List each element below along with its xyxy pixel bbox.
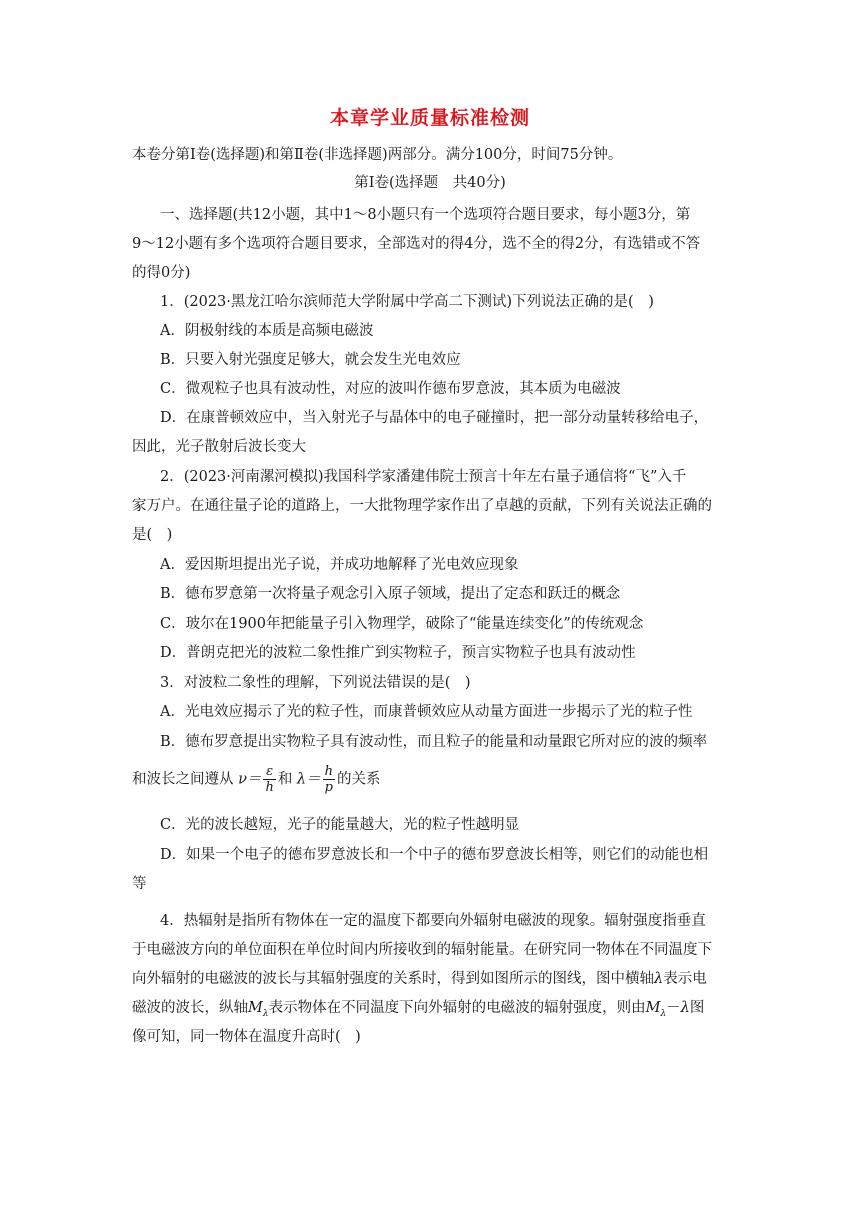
- q4-line4-sub: λ: [262, 1008, 269, 1019]
- q4-line4-a: 磁波的波长，纵轴: [132, 1000, 248, 1016]
- q3-b-nu: ν＝: [238, 771, 262, 788]
- q3-stem: 3．对波粒二象性的理解，下列说法错误的是( ): [160, 675, 471, 691]
- fraction-epsilon-over-h: [263, 764, 275, 795]
- q2-stem-line3: 是( ): [132, 527, 173, 543]
- part1-instructions-line1: 一、选择题(共12小题，其中1～8小题只有一个选项符合题目要求，每小题3分，第: [160, 207, 691, 223]
- q1-option-c: C．微观粒子也具有波动性，对应的波叫作德布罗意波，其本质为电磁波: [160, 381, 621, 397]
- q3-option-b-line1: B．德布罗意提出实物粒子具有波动性，而且粒子的能量和动量跟它所对应的波的频率: [160, 734, 708, 750]
- q3-option-d-line2: 等: [132, 876, 147, 892]
- q4-line4-b: 表示物体在不同温度下向外辐射的电磁波的辐射强度，则由: [268, 1000, 646, 1016]
- q2-option-a: A．爱因斯坦提出光子说，并成功地解释了光电效应现象: [160, 557, 519, 573]
- q4-line4-lambda: λ: [680, 1000, 690, 1016]
- q4-stem-line4: [132, 998, 704, 1024]
- q1-stem: 1．(2023·黑龙江哈尔滨师范大学附属中学高二下测试)下列说法正确的是( ): [160, 294, 654, 310]
- q2-stem-line2: 家万户。在通往量子论的道路上，一大批物理学家作出了卓越的贡献，下列有关说法正确的: [132, 498, 712, 514]
- q4-stem-line3: [132, 969, 707, 989]
- part1-instructions-line2: 9～12小题有多个选项符合题目要求，全部选对的得4分，选不全的得2分，有选错或不答: [132, 236, 701, 252]
- q3-b-text-pre: 和波长之间遵从: [132, 771, 234, 788]
- q4-stem-line2: 于电磁波方向的单位面积在单位时间内所接收到的辐射能量。在研究同一物体在不同温度下: [132, 942, 712, 958]
- q4-stem-line1: 4．热辐射是指所有物体在一定的温度下都要向外辐射电磁波的现象。辐射强度指垂直: [160, 913, 706, 929]
- q4-line3-lambda: λ: [654, 971, 664, 987]
- fraction-numerator: ε: [263, 764, 275, 780]
- fraction-denominator: h: [265, 780, 274, 795]
- q3-option-c: C．光的波长越短，光子的能量越大，光的粒子性越明显: [160, 817, 520, 833]
- q2-stem-line1: 2．(2023·河南漯河模拟)我国科学家潘建伟院士预言十年左右量子通信将“飞”入千: [160, 469, 687, 485]
- q1-option-b: B．只要入射光强度足够大，就会发生光电效应: [160, 352, 461, 368]
- part1-instructions-line3: 的得0分): [132, 265, 191, 281]
- q2-option-c: C．玻尔在1900年把能量子引入物理学，破除了“能量连续变化”的传统观念: [160, 616, 644, 632]
- q3-b-and: 和: [277, 771, 293, 788]
- q4-line3-pre: 向外辐射的电磁波的波长与其辐射强度的关系时，得到如图所示的图线，图中横轴: [132, 971, 654, 987]
- q4-line4-d: 图: [689, 1000, 705, 1016]
- intro-text: 本卷分第Ⅰ卷(选择题)和第Ⅱ卷(非选择题)两部分。满分100分，时间75分钟。: [132, 147, 623, 163]
- q4-line4-M2: M: [645, 1000, 661, 1016]
- q4-stem-line5: 像可知，同一物体在温度升高时( ): [132, 1029, 361, 1045]
- q4-line4-sub2: λ: [660, 1008, 667, 1019]
- q2-option-b: B．德布罗意第一次将量子观念引入原子领域，提出了定态和跃迁的概念: [160, 586, 621, 602]
- q2-option-d: D．普朗克把光的波粒二象性推广到实物粒子，预言实物粒子也具有波动性: [160, 645, 636, 661]
- q3-option-b-line2: [132, 764, 381, 795]
- q4-line3-post: 表示电: [663, 971, 707, 987]
- fraction-h-over-p: [323, 764, 335, 795]
- q1-option-d-line2: 因此，光子散射后波长变大: [132, 439, 306, 455]
- fraction-denominator: p: [324, 780, 333, 795]
- fraction-numerator: h: [324, 764, 333, 779]
- q3-b-text-post: 的关系: [337, 771, 381, 788]
- q4-line4-M: M: [248, 1000, 263, 1016]
- q1-option-d-line1: D．在康普顿效应中，当入射光子与晶体中的电子碰撞时，把一部分动量转移给电子，: [160, 410, 709, 426]
- q1-option-a: A．阴极射线的本质是高频电磁波: [160, 323, 374, 339]
- q4-line4-c: －: [666, 1000, 681, 1016]
- q3-option-a: A．光电效应揭示了光的粒子性，而康普顿效应从动量方面进一步揭示了光的粒子性: [160, 704, 693, 720]
- q3-option-d-line1: D．如果一个电子的德布罗意波长和一个中子的德布罗意波长相等，则它们的动能也相: [160, 847, 709, 863]
- page-title: 本章学业质量标准检测: [329, 107, 530, 129]
- q3-b-lambda: λ＝: [296, 771, 321, 788]
- section-title: 第Ⅰ卷(选择题 共40分): [354, 175, 506, 191]
